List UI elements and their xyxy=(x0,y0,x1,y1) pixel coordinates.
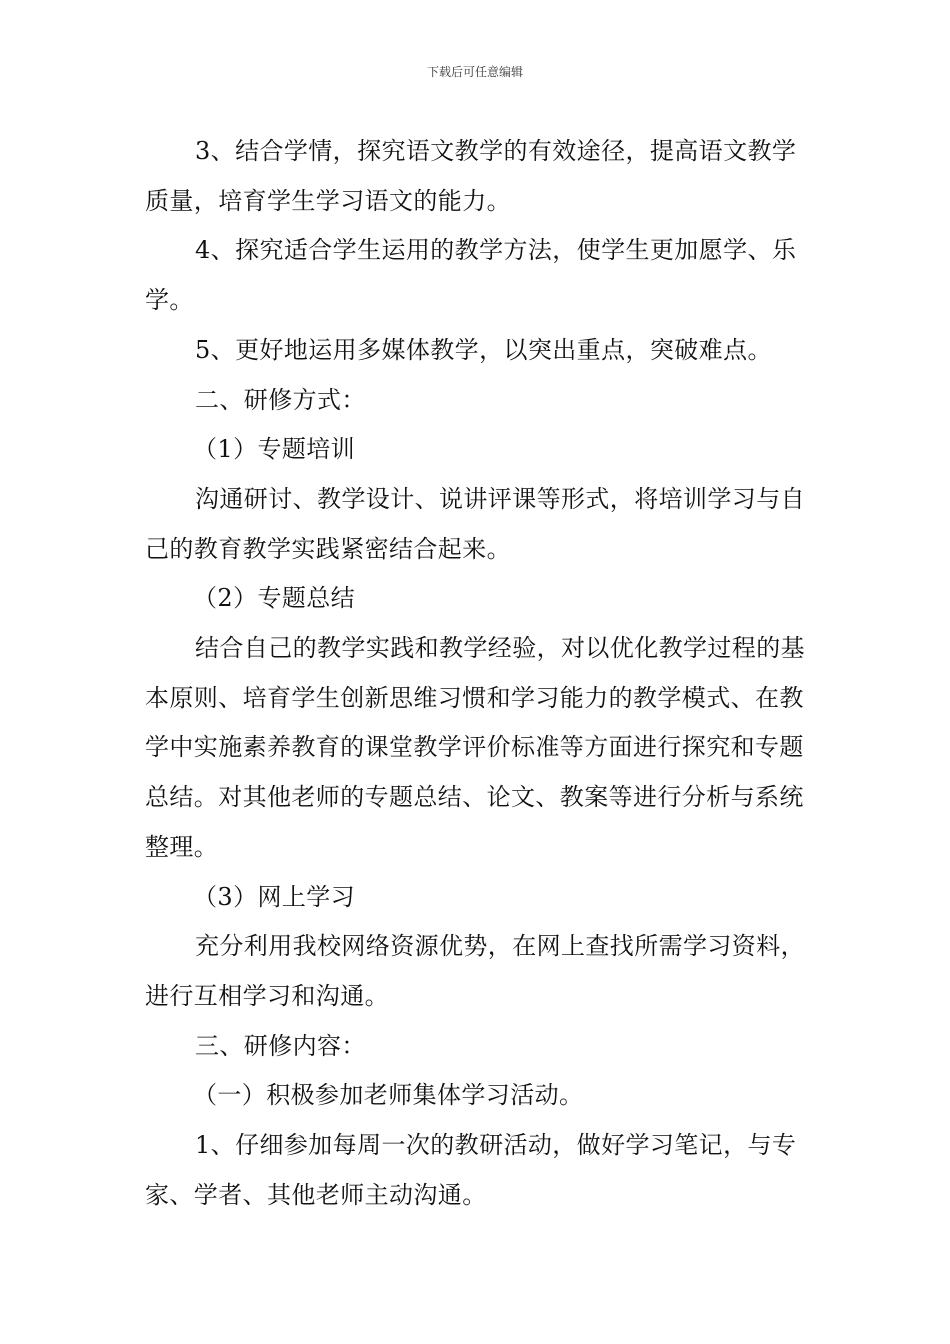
paragraph-goal-5: 5、更好地运用多媒体教学，以突出重点，突破难点。 xyxy=(195,335,772,364)
paragraph-topic-training: 沟通研讨、教学设计、说讲评课等形式，将培训学习与自己的教育教学实践紧密结合起来。 xyxy=(145,484,805,563)
subheading-topic-training: （1）专题培训 xyxy=(193,435,356,464)
section-heading-methods: 二、研修方式： xyxy=(195,385,366,414)
paragraph-goal-4: 4、探究适合学生运用的教学方法，使学生更加愿学、乐学。 xyxy=(145,236,797,315)
paragraph-online-learning: 充分利用我校网络资源优势，在网上查找所需学习资料，进行互相学习和沟通。 xyxy=(145,932,805,1010)
document-body xyxy=(145,127,807,1220)
subheading-online-learning: （3）网上学习 xyxy=(193,882,356,911)
section-heading-content: 三、研修内容： xyxy=(195,1031,366,1060)
subheading-topic-summary: （2）专题总结 xyxy=(193,584,356,613)
subheading-collective-learning: （一）积极参加老师集体学习活动。 xyxy=(193,1081,584,1110)
paragraph-topic-summary: 结合自己的教学实践和教学经验，对以优化教学过程的基本原则、培育学生创新思维习惯和学习能力的教学模式、在教学中实施素养教育的课堂教学评价标准等方面进行探究和专题总结。对其他老师的专题总结、论文、教案等进行分析与系统整理。 xyxy=(145,634,805,861)
paragraph-goal-3: 3、结合学情，探究语文教学的有效途径，提高语文教学质量，培育学生学习语文的能力。 xyxy=(145,137,797,215)
paragraph-weekly-activity: 1、仔细参加每周一次的教研活动，做好学习笔记，与专家、学者、其他老师主动沟通。 xyxy=(145,1131,797,1209)
page-header: 下载后可任意编辑 xyxy=(426,65,523,79)
